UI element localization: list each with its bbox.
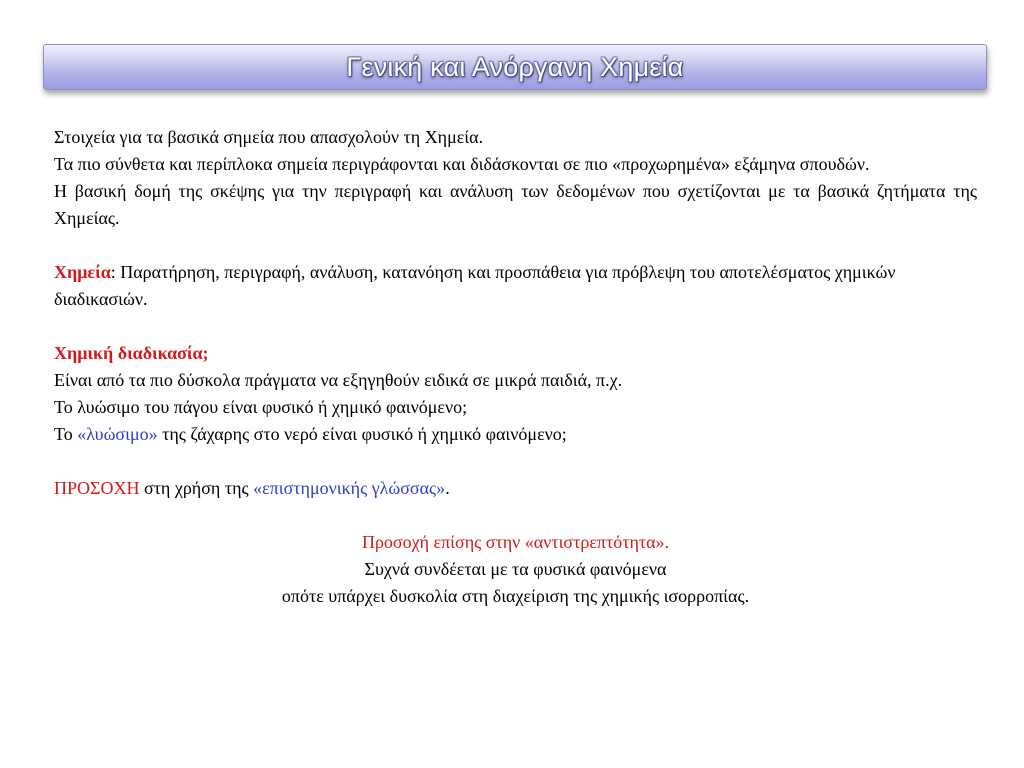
attention-middle: στη χρήση της <box>139 478 254 498</box>
chemical-process-line-1: Είναι από τα πιο δύσκολα πράγματα να εξηγηθούν ειδικά σε μικρά παιδιά, π.χ. <box>54 370 623 390</box>
slide-body <box>54 124 977 610</box>
spacer <box>54 448 977 475</box>
chemical-process-line-3 <box>54 421 977 448</box>
reversibility-line-1: Προσοχή επίσης στην «αντιστρεπτότητα». <box>361 532 670 552</box>
line-3-end: της ζάχαρης στο νερό είναι φυσικό ή χημικό φαινόμενο; <box>157 424 567 444</box>
reversibility-section <box>54 529 977 610</box>
spacer <box>54 232 977 259</box>
slide-title: Γενική και Ανόργανη Χημεία <box>346 51 684 82</box>
attention-note <box>54 475 977 502</box>
intro-line-1: Στοιχεία για τα βασικά σημεία που απασχολούν τη Χημεία. <box>54 127 484 147</box>
chemistry-term: Χημεία <box>54 262 111 282</box>
chemistry-definition-text: : Παρατήρηση, περιγραφή, ανάλυση, κατανόηση και προσπάθεια για πρόβλεψη του αποτελέσματος χημικών διαδικασιών. <box>54 262 896 309</box>
line-3-highlight: «λυώσιμο» <box>77 424 158 444</box>
chemical-process-line-2: Το λυώσιμο του πάγου είναι φυσικό ή χημικό φαινόμενο; <box>54 397 468 417</box>
attention-label: ΠΡΟΣΟΧΗ <box>54 478 140 498</box>
intro-line-3: Η βασική δομή της σκέψης για την περιγραφή και ανάλυση των δεδομένων που σχετίζονται με τα βασικά ζητήματα της Χημείας. <box>54 181 977 228</box>
chemical-process-section <box>54 340 977 448</box>
chemical-process-heading: Χημική διαδικασία; <box>54 343 209 363</box>
spacer <box>54 313 977 340</box>
intro-line-2: Τα πιο σύνθετα και περίπλοκα σημεία περιγράφονται και διδάσκονται σε πιο «προχωρημένα» εξάμηνα σπουδών. <box>54 154 870 174</box>
spacer <box>54 502 977 529</box>
reversibility-line-2: Συχνά συνδέεται με τα φυσικά φαινόμενα <box>364 559 667 579</box>
attention-highlight: «επιστημονικής γλώσσας» <box>253 478 446 498</box>
attention-end: . <box>445 478 450 498</box>
line-3-start: Το <box>54 424 78 444</box>
intro-section <box>54 124 977 232</box>
reversibility-line-3: οπότε υπάρχει δυσκολία στη διαχείριση της χημικής ισορροπίας. <box>281 586 750 606</box>
title-banner <box>43 44 987 90</box>
chemistry-definition <box>54 259 977 313</box>
